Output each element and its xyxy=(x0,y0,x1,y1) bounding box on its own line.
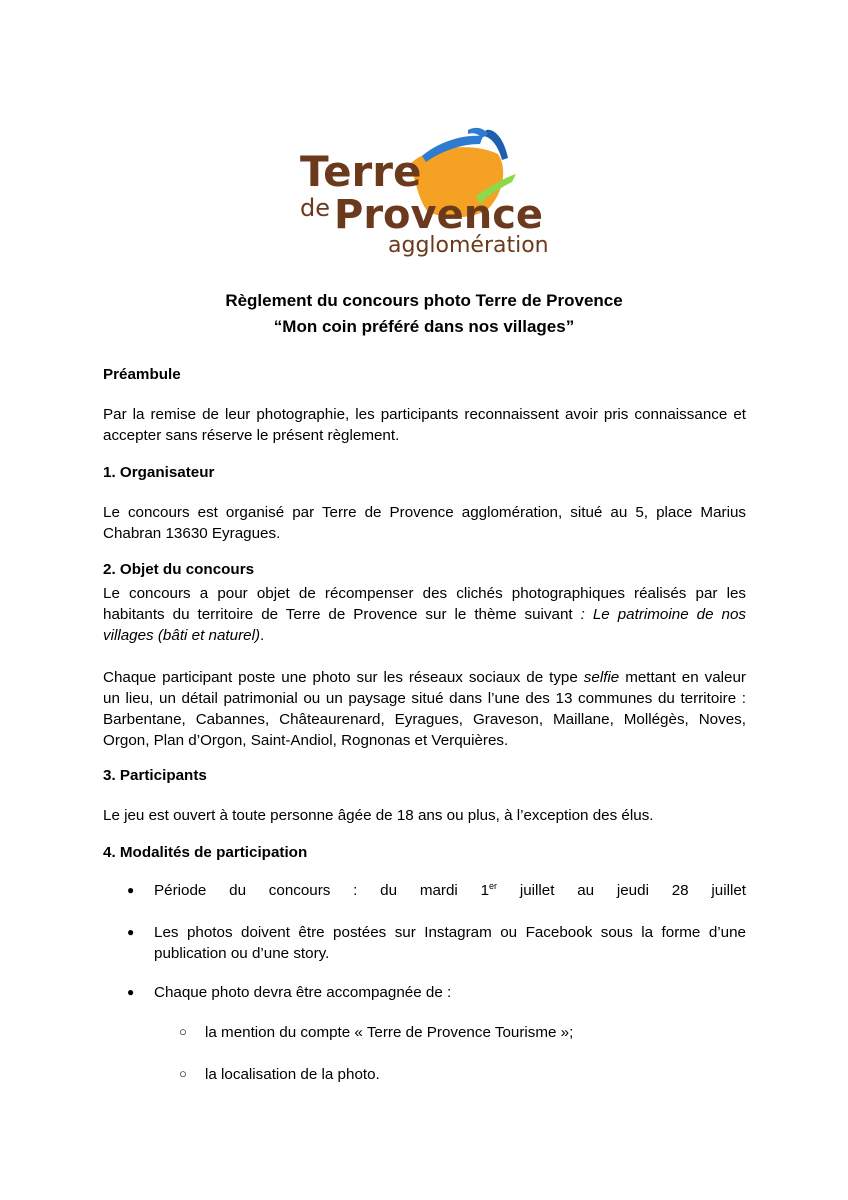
modalites-sub-localisation: la localisation de la photo. xyxy=(205,1066,380,1083)
modalites-item-periode: Période du concours : du mardi 1er juillet au jeudi 28 juillet xyxy=(154,880,746,899)
document-title-line1: Règlement du concours photo Terre de Provence xyxy=(225,291,623,310)
objet-p2-line2: un lieu, un détail patrimonial ou un paysage situé dans l’une des 13 communes du territoire : xyxy=(103,690,746,707)
preambule-line2: accepter sans réserve le présent règlement. xyxy=(103,427,400,444)
modalites-item-plateformes: Les photos doivent être postées sur Instagram ou Facebook sous la forme d’une publication ou d’une story. xyxy=(154,924,746,962)
objet-paragraph-2 xyxy=(103,667,746,751)
objet-p1-line2: habitants du territoire de Terre de Provence sur le thème suivant : Le patrimoine de nos xyxy=(103,606,746,623)
participants-text: Le jeu est ouvert à toute personne âgée de 18 ans ou plus, à l’exception des élus. xyxy=(103,807,654,824)
objet-p2-line1: Chaque participant poste une photo sur les réseaux sociaux de type selfie mettant en valeur xyxy=(103,669,746,686)
organisateur-line2: Chabran 13630 Eyragues. xyxy=(103,525,281,542)
organisateur-line1: Le concours est organisé par Terre de Provence agglomération, situé au 5, place Marius xyxy=(103,504,746,521)
bullet-icon: ● xyxy=(127,985,135,999)
organisateur-text xyxy=(103,502,746,544)
preambule-text xyxy=(103,404,746,446)
terre-de-provence-logo xyxy=(298,124,556,262)
bullet-icon: ● xyxy=(127,883,135,897)
logo-line3: agglomération xyxy=(388,233,549,258)
organisateur-heading: 1. Organisateur xyxy=(103,464,215,481)
objet-p1-line3: villages (bâti et naturel). xyxy=(103,627,265,644)
circle-bullet-icon: ○ xyxy=(179,1066,187,1081)
objet-p1-line1: Le concours a pour objet de récompenser des clichés photographiques réalisés par les xyxy=(103,585,746,602)
modalites-heading: 4. Modalités de participation xyxy=(103,844,308,861)
logo-line2b: Provence xyxy=(334,192,544,238)
objet-paragraph-1 xyxy=(103,583,746,646)
objet-heading: 2. Objet du concours xyxy=(103,561,255,578)
objet-p2-line3: Barbentane, Cabannes, Châteaurenard, Eyragues, Graveson, Maillane, Mollégès, Noves, xyxy=(103,711,746,728)
preambule-heading: Préambule xyxy=(103,366,181,383)
modalites-sub-mention: la mention du compte « Terre de Provence Tourisme »; xyxy=(205,1024,574,1041)
participants-heading: 3. Participants xyxy=(103,767,207,784)
logo-line2a: de xyxy=(300,194,330,222)
preambule-line1: Par la remise de leur photographie, les participants reconnaissent avoir pris connaissance et xyxy=(103,406,746,423)
bullet-icon: ● xyxy=(127,925,135,939)
circle-bullet-icon: ○ xyxy=(179,1024,187,1039)
logo-line1: Terre xyxy=(300,147,422,196)
modalites-item-accompagnement: Chaque photo devra être accompagnée de : xyxy=(154,984,452,1001)
document-title-line2: “Mon coin préféré dans nos villages” xyxy=(273,317,575,336)
objet-p2-line4: Orgon, Plan d’Orgon, Saint-Andiol, Rognonas et Verquières. xyxy=(103,732,509,749)
